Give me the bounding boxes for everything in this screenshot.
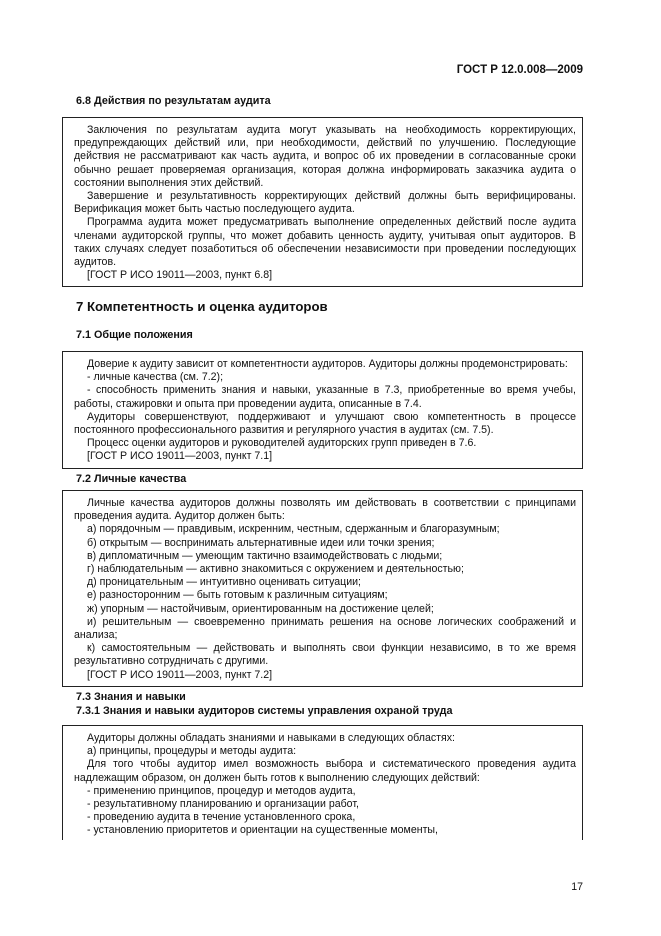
list-item: - личные качества (см. 7.2); <box>87 371 224 384</box>
list-item: в) дипломатичным — умеющим тактично взаимодействовать с людьми; <box>87 549 443 562</box>
page-number: 17 <box>571 881 583 893</box>
list-item: - результативному планированию и организации работ, <box>87 798 359 811</box>
list-item: - применению принципов, процедур и методов аудита, <box>87 784 356 797</box>
list-item: б) открытым — воспринимать альтернативные идеи или точки зрения; <box>87 536 435 549</box>
list-item: г) наблюдательным — активно знакомиться с окружением и деятельностью; <box>87 563 464 576</box>
list-item: е) разносторонним — быть готовым к различным ситуациям; <box>87 589 388 602</box>
list-item: а) принципы, процедуры и методы аудита: <box>87 745 297 758</box>
paragraph: Завершение и результативность корректирующих действий должны быть верифицированы. Верификация может быть частью последующего аудита. <box>74 190 576 216</box>
source-reference: [ГОСТ Р ИСО 19011—2003, пункт 6.8] <box>87 269 273 282</box>
list-item: д) проницательным — интуитивно оценивать ситуации; <box>87 576 361 589</box>
quote-box-6-8 <box>62 117 583 287</box>
section-heading-7-3: 7.3 Знания и навыки <box>76 691 186 703</box>
list-item: - установлению приоритетов и ориентации на существенные моменты, <box>87 824 438 837</box>
paragraph: Аудиторы совершенствуют, поддерживают и улучшают свою компетентность в процессе постоянного профессионального развития и регулярного участия в аудитах (см. 7.5). <box>74 410 576 437</box>
document-code: ГОСТ Р 12.0.008—2009 <box>456 64 583 76</box>
paragraph: Заключения по результатам аудита могут указывать на необходимость корректирующих, предупреждающих действий или, при необходимости, действий по улучшению. Последующие действия не рассматривают как часть аудита, и вопрос об их проведении в согласованные сроки обычно решает проверяемая организация, которая должна информировать заказчика аудита о состоянии выполнения этих действий. <box>74 124 576 189</box>
list-item: ж) упорным — настойчивым, ориентированным на достижение целей; <box>87 602 434 615</box>
chapter-heading-7: 7 Компетентность и оценка аудиторов <box>76 299 328 314</box>
section-heading-6-8: 6.8 Действия по результатам аудита <box>76 95 271 107</box>
quote-box-7-1 <box>62 351 583 469</box>
list-item: и) решительным — своевременно принимать решения на основе логических соображений и анализа; <box>74 615 576 642</box>
section-heading-7-1: 7.1 Общие положения <box>76 329 193 341</box>
subsection-heading-7-3-1: 7.3.1 Знания и навыки аудиторов системы управления охраной труда <box>76 705 453 717</box>
quote-box-7-2 <box>62 490 583 687</box>
paragraph: Для того чтобы аудитор имел возможность выбора и систематического проведения аудита надлежащим образом, он должен быть готов к выполнению следующих действий: <box>74 758 576 784</box>
paragraph: Процесс оценки аудиторов и руководителей аудиторских групп приведен в 7.6. <box>87 437 477 450</box>
paragraph: Личные качества аудиторов должны позволять им действовать в соответствии с принципами проведения аудита. Аудитор должен быть: <box>74 497 576 523</box>
list-item: к) самостоятельным — действовать и выполнять свои функции независимо, в то же время результативно сотрудничать с другими. <box>74 642 576 668</box>
list-item: а) порядочным — правдивым, искренним, честным, сдержанным и благоразумным; <box>87 523 500 536</box>
source-reference: [ГОСТ Р ИСО 19011—2003, пункт 7.2] <box>87 668 273 681</box>
paragraph: Доверие к аудиту зависит от компетентности аудиторов. Аудиторы должны продемонстрировать: <box>87 358 568 370</box>
section-heading-7-2: 7.2 Личные качества <box>76 473 187 485</box>
paragraph: Программа аудита может предусматривать выполнение определенных действий после аудита членами аудиторской группы, что может добавить ценность аудиту, учитывая опыт аудиторов. В таких случаях следует позаботиться об обеспечении независимости при проведении последующих аудитов. <box>74 216 576 269</box>
source-reference: [ГОСТ Р ИСО 19011—2003, пункт 7.1] <box>87 450 273 463</box>
paragraph: Аудиторы должны обладать знаниями и навыками в следующих областях: <box>87 732 455 744</box>
quote-box-7-3-1 <box>62 725 583 840</box>
list-item: - способность применить знания и навыки, указанные в 7.3, приобретенные во время учебы, работы, стажировки и опыта при проведении аудита, описанные в 7.4. <box>74 384 576 410</box>
list-item: - проведению аудита в течение установленного срока, <box>87 811 356 824</box>
